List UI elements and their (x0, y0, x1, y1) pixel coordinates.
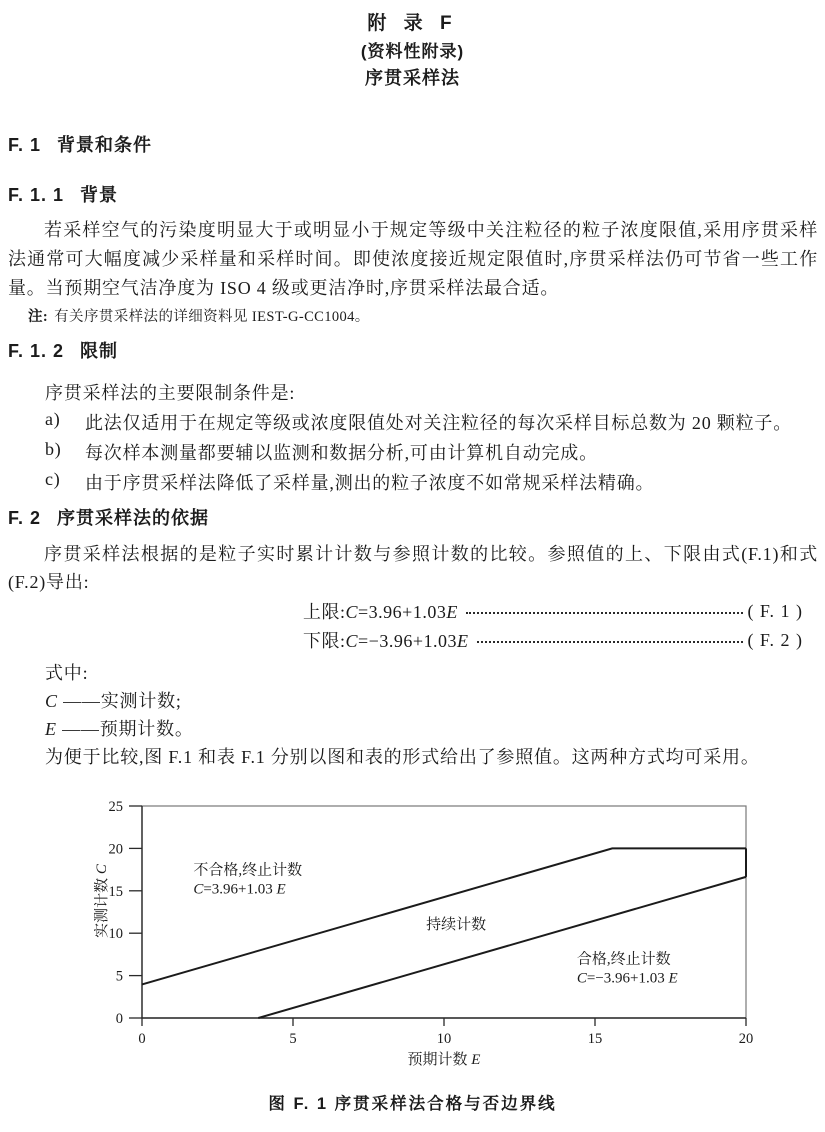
equation-f2 (8, 627, 803, 653)
var-def-e (45, 715, 194, 741)
appendix-title: 附 录 F (367, 13, 458, 34)
figure-caption: 图 F. 1 序贯采样法合格与否边界线 (268, 1095, 557, 1113)
var-def-e-desc: ——预期计数。 (62, 719, 194, 739)
where-label: 式中: (45, 663, 89, 683)
heading-f11-number: F. 1. 1 (8, 185, 65, 205)
var-def-c-desc: ——实测计数; (63, 691, 182, 711)
y-axis-title: 实测计数 C (94, 864, 110, 938)
equation-f1-var-c: C (345, 602, 359, 622)
background-paragraph: 若采样空气的污染度明显大于或明显小于规定等级中关注粒径的粒子浓度限值,采用序贯采样法通常可大幅度减少采样量和采样时间。即使浓度接近规定限值时,序贯采样法仍可节省一些工作量。当预期空气洁净度为 ISO 4 级或更洁净时,序贯采样法最合适。 (8, 220, 818, 298)
list-item (45, 409, 815, 435)
list-item-a-text: 此法仅适用于在规定等级或浓度限值处对关注粒径的每次采样目标总数为 20 颗粒子。 (85, 413, 792, 433)
var-def-c (45, 687, 182, 713)
equation-f2-prefix: 下限: (303, 631, 346, 651)
equation-f2-formula (303, 627, 469, 653)
heading-f1 (8, 131, 152, 157)
list-item-c-marker: c) (45, 469, 61, 489)
series-lower-limit (258, 877, 746, 1018)
note-text: 有关序贯采样法的详细资料见 IEST-G-CC1004。 (54, 309, 370, 325)
note-line (28, 305, 808, 326)
heading-f12-title: 限制 (80, 341, 119, 361)
list-item (45, 439, 815, 465)
equation-f1 (8, 598, 803, 624)
heading-f12-number: F. 1. 2 (8, 341, 65, 361)
list-item-c-text: 由于序贯采样法降低了采样量,测出的粒子浓度不如常规采样法精确。 (85, 473, 655, 493)
heading-f11-title: 背景 (80, 185, 119, 205)
heading-f2-title: 序贯采样法的依据 (57, 508, 210, 528)
appendix-method-title: 序贯采样法 (365, 68, 460, 88)
equation-f2-dot-leader (477, 641, 744, 643)
y-tick-label: 15 (108, 883, 123, 900)
note-label: 注: (28, 309, 49, 325)
fail-region-label-line2: C=3.96+1.03 E (193, 881, 286, 898)
comparison-note: 为便于比较,图 F.1 和表 F.1 分别以图和表的形式给出了参照值。这两种方式均可采用。 (45, 747, 760, 767)
y-tick-label: 25 (108, 799, 123, 815)
appendix-subtitle: (资料性附录) (360, 42, 465, 61)
y-tick-label: 20 (108, 841, 123, 858)
equation-f2-var-c: C (345, 631, 359, 651)
y-tick-label: 0 (115, 1011, 123, 1027)
pass-region-label-line2: C=−3.96+1.03 E (576, 970, 678, 987)
equation-f2-var-e: E (457, 631, 469, 651)
pass-region-label-line1: 合格,终止计数 (576, 951, 671, 968)
equation-f1-formula (303, 598, 458, 624)
var-def-c-symbol: C (45, 691, 58, 711)
heading-f11 (8, 181, 118, 207)
basis-paragraph: 序贯采样法根据的是粒子实时累计计数与参照计数的比较。参照值的上、下限由式(F.1)和式(F.2)导出: (8, 544, 818, 592)
heading-f2 (8, 504, 209, 530)
equation-f1-mid: =3.96+1.03 (358, 602, 447, 622)
x-tick-label: 15 (587, 1031, 603, 1047)
x-tick-label: 20 (738, 1031, 754, 1047)
x-tick-label: 10 (436, 1031, 452, 1047)
y-tick-label: 5 (115, 968, 123, 985)
list-item-b-text: 每次样本测量都要辅以监测和数据分析,可由计算机自动完成。 (85, 443, 598, 463)
equation-f1-number: ( F. 1 ) (747, 600, 803, 621)
figure-f1-chart (94, 796, 784, 1078)
list-item-a-marker: a) (45, 409, 61, 429)
heading-f2-number: F. 2 (8, 508, 42, 528)
list-item-b-marker: b) (45, 439, 62, 459)
x-tick-label: 0 (138, 1031, 146, 1047)
equation-f1-dot-leader (466, 612, 744, 614)
continue-region-label-line1: 持续计数 (426, 916, 487, 933)
var-def-e-symbol: E (45, 719, 57, 739)
heading-f12 (8, 337, 118, 363)
heading-f1-number: F. 1 (8, 135, 42, 155)
equation-f1-var-e: E (446, 602, 458, 622)
equation-f2-number: ( F. 2 ) (747, 629, 803, 650)
list-item (45, 469, 815, 495)
x-tick-label: 5 (289, 1031, 297, 1047)
fail-region-label-line1: 不合格,终止计数 (193, 862, 303, 879)
y-tick-label: 10 (108, 926, 123, 943)
heading-f1-title: 背景和条件 (57, 135, 153, 155)
equation-f2-mid: =−3.96+1.03 (358, 631, 457, 651)
x-axis-title: 预期计数 E (407, 1052, 481, 1068)
limits-intro: 序贯采样法的主要限制条件是: (45, 383, 296, 403)
equation-f1-prefix: 上限: (303, 602, 346, 622)
